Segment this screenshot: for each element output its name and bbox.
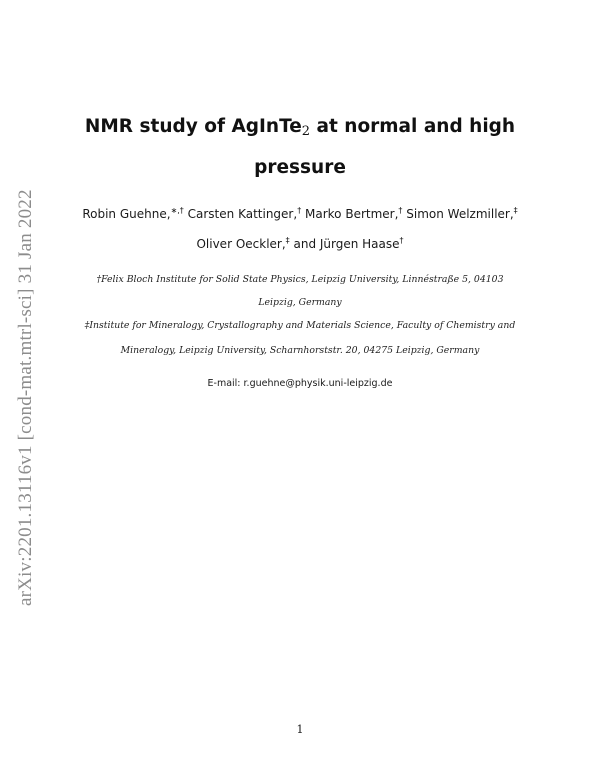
title-subscript: 2 <box>301 124 311 139</box>
author-mark: ‡ <box>513 206 518 215</box>
author-name: Marko Bertmer, <box>305 207 399 221</box>
author-name: Carsten Kattinger, <box>187 207 298 221</box>
affiliation-line: ‡Institute for Mineralogy, Crystallography and Materials Science, Faculty of Chemistry and <box>84 320 516 331</box>
page-number: 1 <box>296 723 304 736</box>
author-list-line1 <box>50 206 550 221</box>
author-name: Robin Guehne, <box>82 207 171 221</box>
title-prefix: NMR study of AgInTe <box>84 116 302 137</box>
author-mark: † <box>297 206 302 215</box>
author-mark: ‡ <box>285 236 290 245</box>
title-suffix: at normal and high <box>310 116 516 137</box>
affiliation-line: Mineralogy, Leipzig University, Scharnhorststr. 20, 04275 Leipzig, Germany <box>120 345 480 356</box>
arxiv-stamp: arXiv:2201.13116v1 [cond-mat.mtrl-sci] 31 Jan 2022 <box>15 189 36 606</box>
author-mark: † <box>398 206 403 215</box>
affiliation-line: Leipzig, Germany <box>258 297 342 308</box>
author-name: Oliver Oeckler, <box>196 237 286 251</box>
paper-title-line1 <box>60 116 540 139</box>
author-name: Simon Welzmiller, <box>406 207 514 221</box>
author-name: and Jürgen Haase <box>293 237 400 251</box>
author-list-line2 <box>50 236 550 251</box>
author-mark: † <box>399 236 404 245</box>
affiliation-line: †Felix Bloch Institute for Solid State Physics, Leipzig University, Linnéstraße 5, 04103 <box>96 274 504 285</box>
author-mark: ∗,† <box>170 206 184 215</box>
paper-title-line2: pressure <box>254 157 346 178</box>
contact-email: E-mail: r.guehne@physik.uni-leipzig.de <box>207 378 393 389</box>
